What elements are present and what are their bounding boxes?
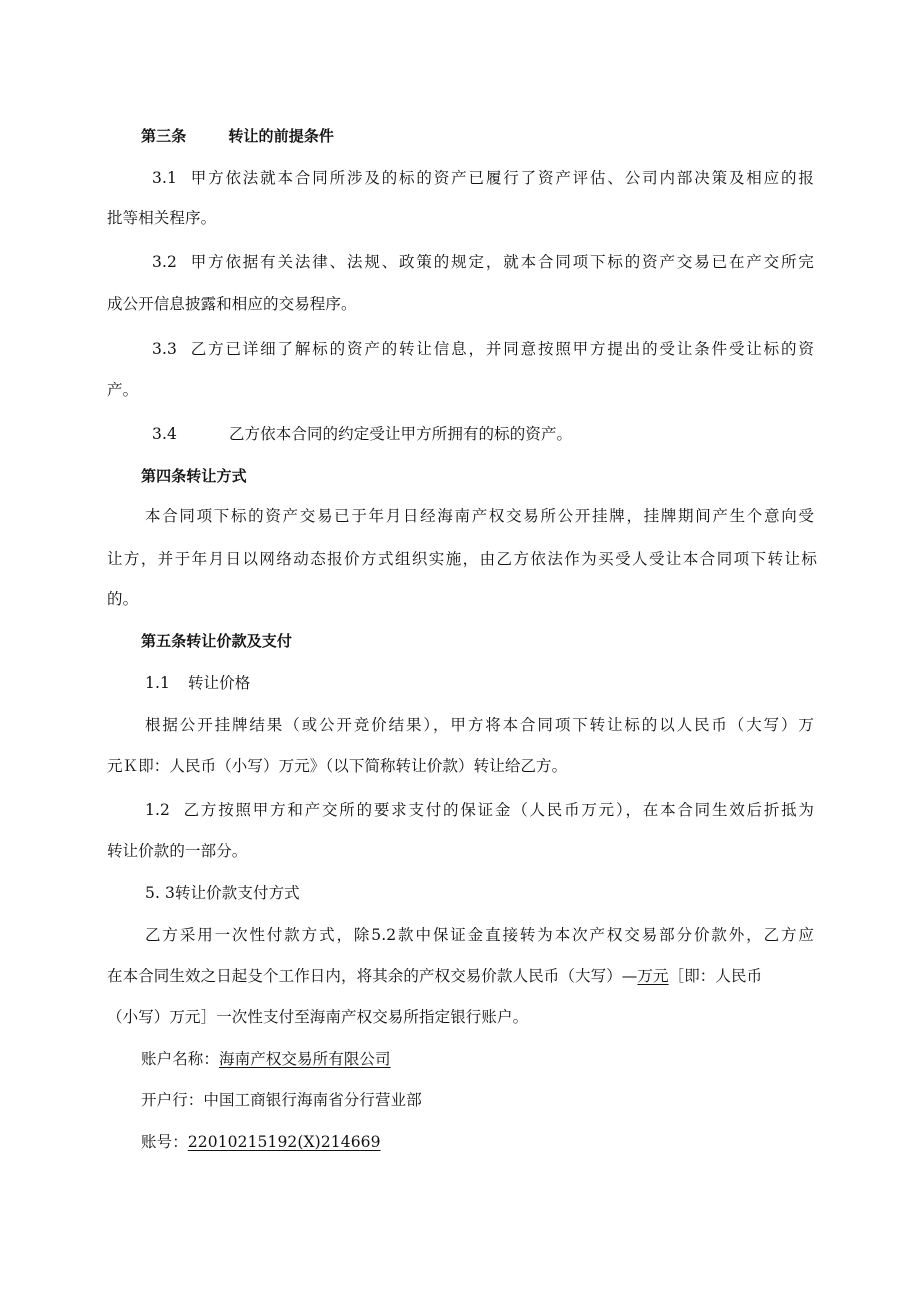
payment-line3: （小写）万元］一次性支付至海南产权交易所指定银行账户。 xyxy=(107,1008,529,1026)
article4-heading: 第四条转让方式 xyxy=(141,467,247,485)
clause-1-1-num: 1.1 xyxy=(145,674,170,692)
article4-line2: 让方，并于年月日以网络动态报价方式组织实施，由乙方依法作为买受人受让本合同项下转让标 xyxy=(107,550,817,568)
article3-heading xyxy=(141,126,851,146)
payment-line2 xyxy=(107,966,817,986)
account-name-value: 海南产权交易所有限公司 xyxy=(219,1050,391,1068)
clause-3-1-text: 甲方依法就本合同所涉及的标的资产已履行了资产评估、公司内部决策及相应的报 xyxy=(188,169,814,187)
bank-label: 开户行： xyxy=(141,1091,204,1109)
article4-line1: 本合同项下标的资产交易已于年月日经海南产权交易所公开挂牌，挂牌期间产生个意向受 xyxy=(145,507,814,525)
clause-1-2-num: 1.2 xyxy=(145,801,170,819)
clause-3-3-line2: 产。 xyxy=(107,381,139,399)
account-number-label: 账号： xyxy=(141,1133,188,1151)
bank-row xyxy=(141,1090,851,1110)
payment-line2-text: 在本合同生效之日起殳个工作日内，将其余的产权交易价款人民币（大写）— xyxy=(107,967,638,985)
clause-3-1-line1 xyxy=(152,168,814,188)
article3-heading-title: 转让的前提条件 xyxy=(228,127,335,145)
clause-3-2-line1 xyxy=(152,252,814,272)
clause-3-3-num: 3.3 xyxy=(152,340,177,358)
account-number-value: 22010215192(X)214669 xyxy=(187,1133,381,1151)
clause-3-3-text: 乙方已详细了解标的资产的转让信息，并同意按照甲方提出的受让条件受让标的资 xyxy=(188,340,814,358)
payment-amount-unit: 万元 xyxy=(637,967,669,985)
bank-value: 中国工商银行海南省分行营业部 xyxy=(203,1091,422,1109)
clause-3-1-line2: 批等相关程序。 xyxy=(107,209,217,227)
account-name-row xyxy=(141,1049,851,1069)
account-name-label: 账户名称： xyxy=(141,1050,220,1068)
clause-3-2-num: 3.2 xyxy=(152,253,177,271)
clause-1-2-text: 乙方按照甲方和产交所的要求支付的保证金（人民币万元），在本合同生效后折抵为 xyxy=(181,801,814,819)
clause-3-2-line2: 成公开信息披露和相应的交易程序。 xyxy=(107,295,357,313)
clause-3-4-text: 乙方依本合同的约定受让甲方所拥有的标的资产。 xyxy=(228,425,573,443)
clause-1-2-line2: 转让价款的一部分。 xyxy=(107,842,248,860)
payment-line2-bracket: ［即：人民币 xyxy=(668,967,763,985)
clause-1-2-line1 xyxy=(145,800,814,820)
clause-5-3-title: 5. 3转让价款支付方式 xyxy=(145,884,300,902)
price-line2: 元Ｋ即：人民币（小写）万元》（以下简称转让价款）转让给乙方。 xyxy=(107,757,568,775)
article5-heading: 第五条转让价款及支付 xyxy=(141,632,293,650)
clause-3-4 xyxy=(152,424,862,444)
clause-3-1-num: 3.1 xyxy=(152,169,177,187)
article4-line3: 的。 xyxy=(107,590,139,608)
price-line1: 根据公开挂牌结果（或公开竞价结果），甲方将本合同项下转让标的以人民币（大写）万 xyxy=(145,716,814,734)
clause-3-3-line1 xyxy=(152,339,814,359)
clause-3-4-num: 3.4 xyxy=(152,425,177,443)
clause-3-2-text: 甲方依据有关法律、法规、政策的规定，就本合同项下标的资产交易已在产交所完 xyxy=(188,253,814,271)
payment-line1: 乙方采用一次性付款方式，除5.2款中保证金直接转为本次产权交易部分价款外，乙方应 xyxy=(145,926,814,944)
clause-1-1 xyxy=(145,673,855,693)
article3-heading-num: 第三条 xyxy=(141,127,187,145)
clause-1-1-title: 转让价格 xyxy=(187,674,251,692)
account-number-row xyxy=(141,1132,851,1152)
